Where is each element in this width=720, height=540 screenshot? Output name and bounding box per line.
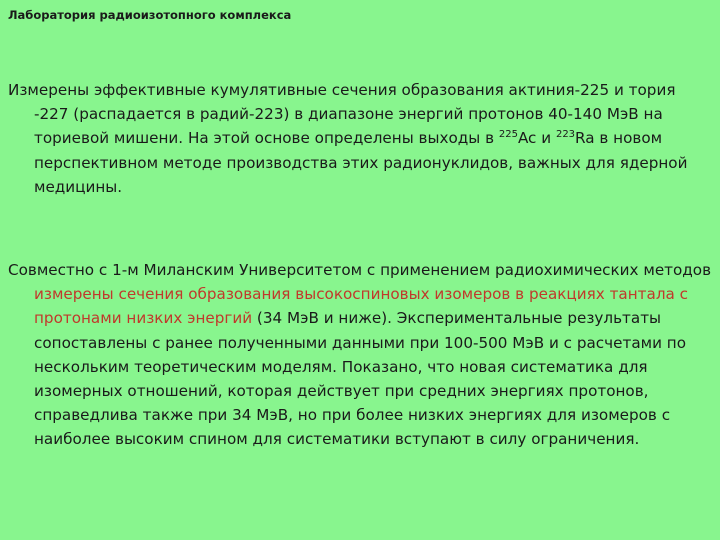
paragraph1-text-a: Измерены эффективные кумулятивные сечения образования актиния-225 и тория -227 (распадается в радий-223) в диапазоне энергий протонов 40-140 МэВ на ториевой мишени. На этой основе определены выходы в <box>8 81 676 148</box>
isotope-ac-225-mass: 225 <box>498 129 518 141</box>
paragraph1-text-c: в новом перспективном методе производства этих радионуклидов, важных для ядерной медицины. <box>34 129 688 196</box>
isotope-ra-223 <box>556 129 595 147</box>
paragraph1-text-b: и <box>536 129 556 148</box>
paragraph-actinium-thorium <box>8 78 714 199</box>
isotope-ac-225 <box>499 129 537 147</box>
slide-title: Лаборатория радиоизотопного комплекса <box>8 8 292 22</box>
isotope-ra-223-mass: 223 <box>555 129 576 141</box>
paragraph-tantalum-isomers <box>8 258 714 452</box>
isotope-ra-223-symbol: Ra <box>575 129 595 148</box>
paragraph2-text-a: Совместно с 1-м Миланским Университетом с применением радиохимических методов <box>8 261 712 279</box>
isotope-ac-225-symbol: Ac <box>517 129 537 148</box>
paragraph2-text-b: (34 МэВ и ниже). Экспериментальные результаты сопоставлены с ранее полученными данными при 100-500 МэВ и с расчетами по нескольким теоретическим моделям. Показано, что новая систематика для изомерных отношений, которая действует при средних энергиях протонов, справедлива также при 34 МэВ, но при более низких энергиях для изомеров с наиболее высоким спином для систематики вступают в силу ограничения. <box>34 309 687 449</box>
paragraph2-highlight: измерены сечения образования высокоспиновых изомеров в реакциях тантала с протонами низких энергий <box>34 285 689 328</box>
